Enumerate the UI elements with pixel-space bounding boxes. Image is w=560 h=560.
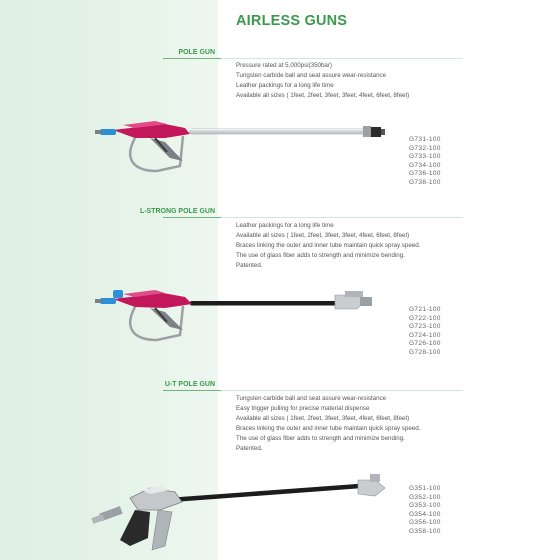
feature-line: Patented. [236, 262, 263, 269]
product-code: G728-100 [409, 348, 441, 356]
feature-line: Braces linking the outer and inner tube maintain quick spray speed. [236, 425, 421, 432]
product-code: G734-100 [409, 161, 441, 169]
section-rule [163, 217, 221, 218]
feature-line: Available all sizes ( 1feet, 2feet, 3feet, 3feet, 4feet, 6feet, 8feet) [236, 232, 410, 239]
feature-line: Tungsten carbide ball and seat assure wear-resistance [236, 395, 387, 402]
feature-line: Pressure rated at 5,000psi(350bar) [236, 62, 332, 69]
u-t-pole-gun-image [90, 466, 390, 556]
section-rule-light [221, 390, 463, 391]
product-code: G736-100 [409, 170, 441, 178]
feature-line: Leather packings for a long life time [236, 222, 334, 229]
feature-line: Leather packings for a long life time [236, 82, 334, 89]
product-code: G738-100 [409, 178, 441, 186]
pole-gun-codes [409, 136, 441, 188]
section-label-pole-gun: POLE GUN [178, 49, 215, 56]
product-code: G724-100 [409, 331, 441, 339]
feature-line: Patented. [236, 445, 263, 452]
feature-line: The use of glass fiber adds to strength and minimize bending. [236, 252, 405, 259]
section-rule-light [221, 58, 463, 59]
section-label-u-t-pole-gun: U-T POLE GUN [164, 381, 215, 388]
product-code: G732-100 [409, 144, 441, 152]
product-code: G351-100 [409, 485, 441, 492]
u-t-features [236, 394, 420, 454]
feature-line: Easy trigger pulling for precise material dispense [236, 405, 370, 412]
product-code: G353-100 [409, 502, 441, 510]
product-code: G356-100 [409, 519, 441, 527]
section-rule-light [221, 217, 463, 218]
page-title: AIRLESS GUNS [236, 13, 348, 29]
u-t-codes [409, 485, 441, 537]
product-code: G733-100 [409, 153, 441, 161]
product-code: G731-100 [409, 136, 441, 143]
section-rule [163, 58, 221, 59]
pole-gun-image [95, 116, 395, 178]
feature-line: Available all sizes ( 1feet, 2feet, 3feet, 3feet, 4feet, 6feet, 8feet) [236, 415, 410, 422]
feature-line: Braces linking the outer and inner tube maintain quick spray speed. [236, 242, 421, 249]
product-code: G722-100 [409, 314, 441, 322]
l-strong-features [236, 221, 420, 271]
feature-line: Available all sizes ( 1feet, 2feet, 3feet, 3feet, 4feet, 6feet, 8feet) [236, 92, 410, 99]
product-code: G723-100 [409, 323, 441, 331]
pole-gun-features [236, 61, 409, 101]
feature-line: Tungsten carbide ball and seat assure wear-resistance [236, 72, 387, 79]
product-code: G352-100 [409, 493, 441, 501]
product-code: G721-100 [409, 306, 441, 313]
section-label-l-strong-pole-gun: L-STRONG POLE GUN [139, 208, 215, 215]
feature-line: The use of glass fiber adds to strength and minimize bending. [236, 435, 405, 442]
product-code: G726-100 [409, 340, 441, 348]
product-code: G354-100 [409, 510, 441, 518]
l-strong-pole-gun-image [95, 285, 385, 345]
product-code: G358-100 [409, 527, 441, 535]
section-rule [163, 390, 221, 391]
l-strong-codes [409, 306, 441, 358]
